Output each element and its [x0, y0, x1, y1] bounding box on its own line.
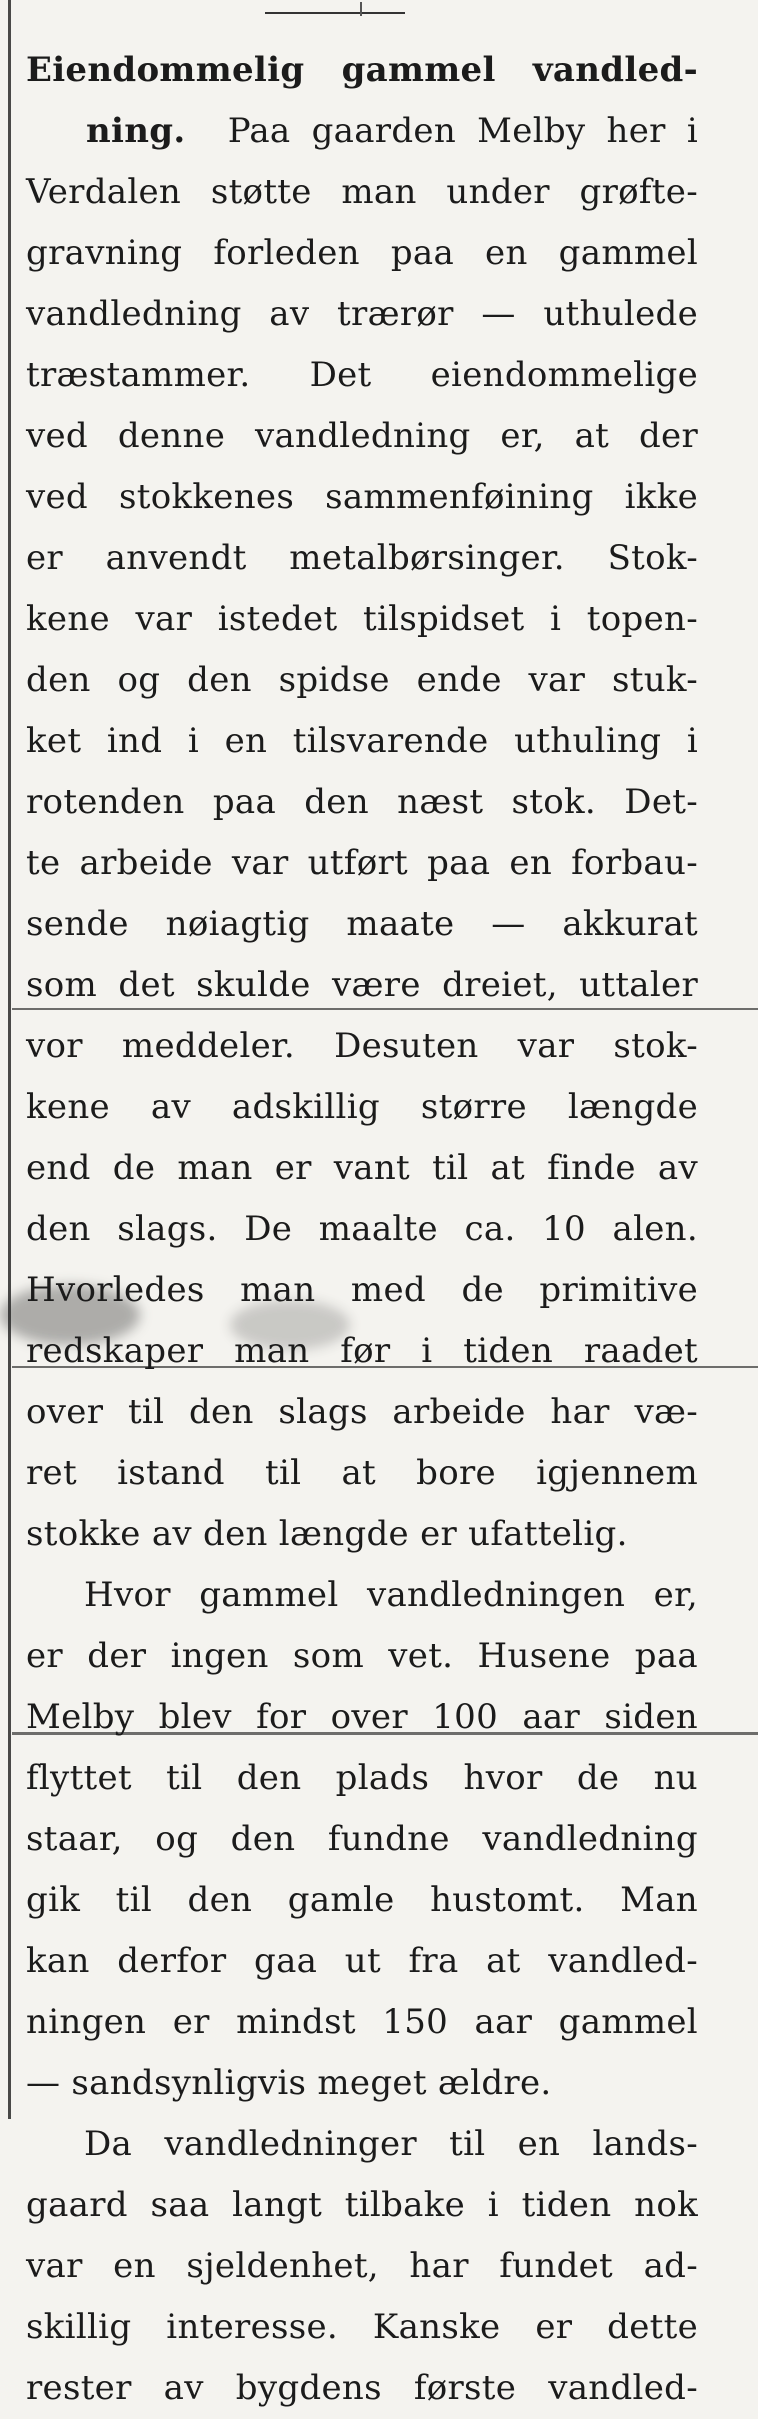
text-line: den og den spidse ende var stuk- — [26, 660, 698, 700]
text-line: — sandsynligvis meget ældre. — [26, 2063, 552, 2103]
text-line: gravning forleden paa en gammel — [26, 233, 698, 273]
text-line: ved stokkenes sammenføining ikke — [26, 477, 698, 517]
text-line: er der ingen som vet. Husene paa — [26, 1636, 698, 1676]
text-line: ret istand til at bore igjennem — [26, 1453, 698, 1493]
text-line: stokke av den længde er ufattelig. — [26, 1514, 628, 1554]
text-line: rotenden paa den næst stok. Det- — [26, 782, 698, 822]
text-line: Da vandledninger til en lands- — [84, 2124, 698, 2164]
text-line: som det skulde være dreiet, uttaler — [26, 965, 698, 1005]
column-rule — [8, 0, 11, 2119]
text-line: ningen er mindst 150 aar gammel — [26, 2002, 698, 2042]
text-line: staar, og den fundne vandledning — [26, 1819, 698, 1859]
text-line: sende nøiagtig maate — akkurat — [26, 904, 698, 944]
top-separator-tick — [360, 2, 362, 16]
text-line: Hvorledes man med de primitive — [26, 1270, 698, 1310]
text-line: ket ind i en tilsvarende uthuling i — [26, 721, 698, 761]
text-line: var en sjeldenhet, har fundet ad- — [26, 2246, 698, 2286]
headline-line-2 — [26, 101, 698, 162]
text-line: redskaper man før i tiden raadet — [26, 1331, 698, 1371]
text-line: kan derfor gaa ut fra at vandled- — [26, 1941, 698, 1981]
text-line: vandledning av trærør — uthulede — [26, 294, 698, 334]
text-line: gik til den gamle hustomt. Man — [26, 1880, 698, 1920]
article-text — [26, 40, 698, 2419]
text-line: ved denne vandledning er, at der — [26, 416, 698, 456]
text-line: kene var istedet tilspidset i topen- — [26, 599, 698, 639]
text-line: te arbeide var utført paa en forbau- — [26, 843, 698, 883]
text-line: vor meddeler. Desuten var stok- — [26, 1026, 698, 1066]
text-line: Verdalen støtte man under grøfte- — [26, 172, 698, 212]
text-line: Melby blev for over 100 aar siden — [26, 1697, 698, 1737]
text-line: gaard saa langt tilbake i tiden nok — [26, 2185, 698, 2225]
headline-continuation: ning. — [86, 111, 186, 151]
text-line: er anvendt metalbørsinger. Stok- — [26, 538, 698, 578]
text-line: kene av adskillig større længde — [26, 1087, 698, 1127]
top-separator — [265, 12, 405, 14]
text-line: over til den slags arbeide har væ- — [26, 1392, 698, 1432]
headline-line-1: Eiendommelig gammel vandled- — [26, 50, 698, 90]
text-line: træstammer. Det eiendommelige — [26, 355, 698, 395]
text-line: Hvor gammel vandledningen er, — [84, 1575, 698, 1615]
text-line: rester av bygdens første vandled- — [26, 2368, 698, 2408]
text-line: skillig interesse. Kanske er dette — [26, 2307, 698, 2347]
text-line: Paa gaarden Melby her i — [227, 111, 699, 151]
text-line: end de man er vant til at finde av — [26, 1148, 698, 1188]
text-line: flyttet til den plads hvor de nu — [26, 1758, 698, 1798]
text-line: den slags. De maalte ca. 10 alen. — [26, 1209, 698, 1249]
